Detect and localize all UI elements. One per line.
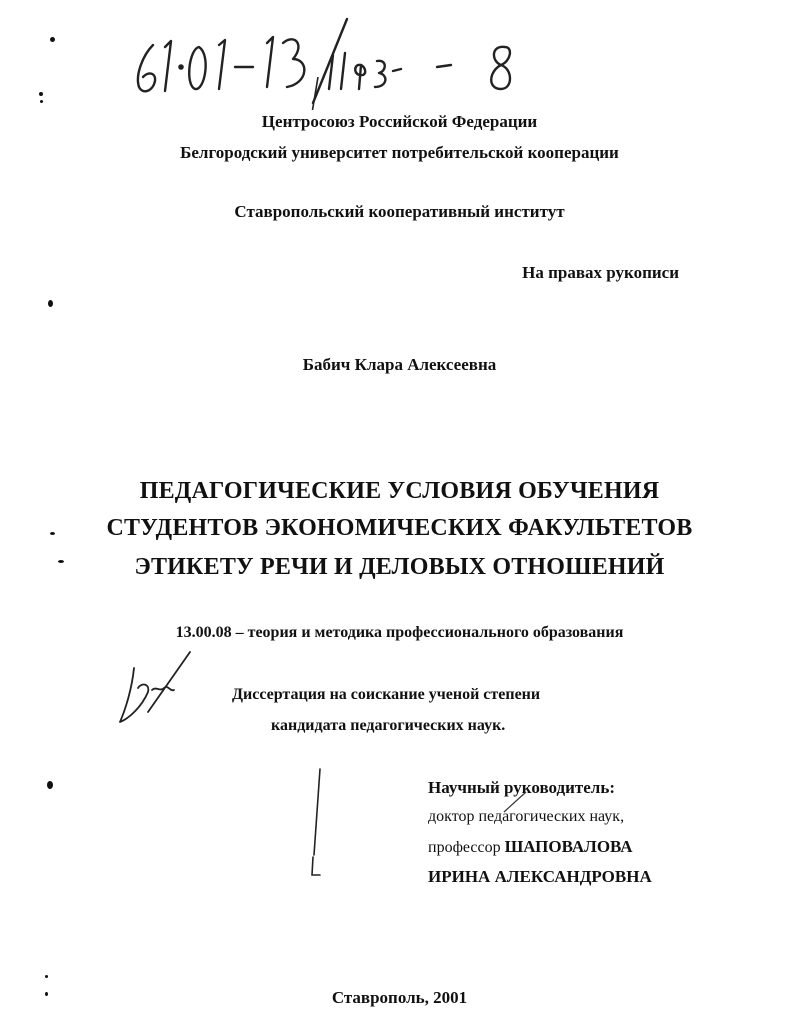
author-name: Бабич Клара Алексеевна [302,355,497,374]
dissertation-line-1: Диссертация на соискание ученой степени [232,686,541,703]
margin-dot [45,975,48,978]
supervisor-label: Научный руководитель: [428,778,615,797]
margin-dot [50,37,55,42]
pen-mark [308,765,328,880]
institute-name: Ставропольский кооперативный институт [234,202,565,221]
margin-dot [39,92,43,96]
organization-line-1: Центросоюз Российской Федерации [261,112,538,131]
supervisor-title-prefix: профессор [428,839,501,856]
author-signature [112,648,202,728]
margin-dot [48,300,53,307]
place-year: Ставрополь, 2001 [331,988,468,1007]
organization-line-2: Белгородский университет потребительской кооперации [180,143,619,162]
title-line-2: СТУДЕНТОВ ЭКОНОМИЧЕСКИХ ФАКУЛЬТЕТОВ [106,515,693,541]
supervisor-name: ИРИНА АЛЕКСАНДРОВНА [428,867,652,886]
margin-dot [47,781,53,789]
title-line-3: ЭТИКЕТУ РЕЧИ И ДЕЛОВЫХ ОТНОШЕНИЙ [134,554,665,580]
manuscript-note: На правах рукописи [522,263,679,282]
supervisor-degree: доктор педагогических наук, [428,808,625,825]
supervisor-title [428,837,633,857]
dissertation-line-2: кандидата педагогических наук. [271,717,506,734]
specialty: 13.00.08 – теория и методика профессионального образования [175,624,624,641]
pen-tick [500,790,530,816]
margin-dot [40,100,43,103]
handwritten-registry-number [125,15,545,110]
title-line-1: ПЕДАГОГИЧЕСКИЕ УСЛОВИЯ ОБУЧЕНИЯ [139,478,660,504]
supervisor-surname: ШАПОВАЛОВА [504,837,633,856]
